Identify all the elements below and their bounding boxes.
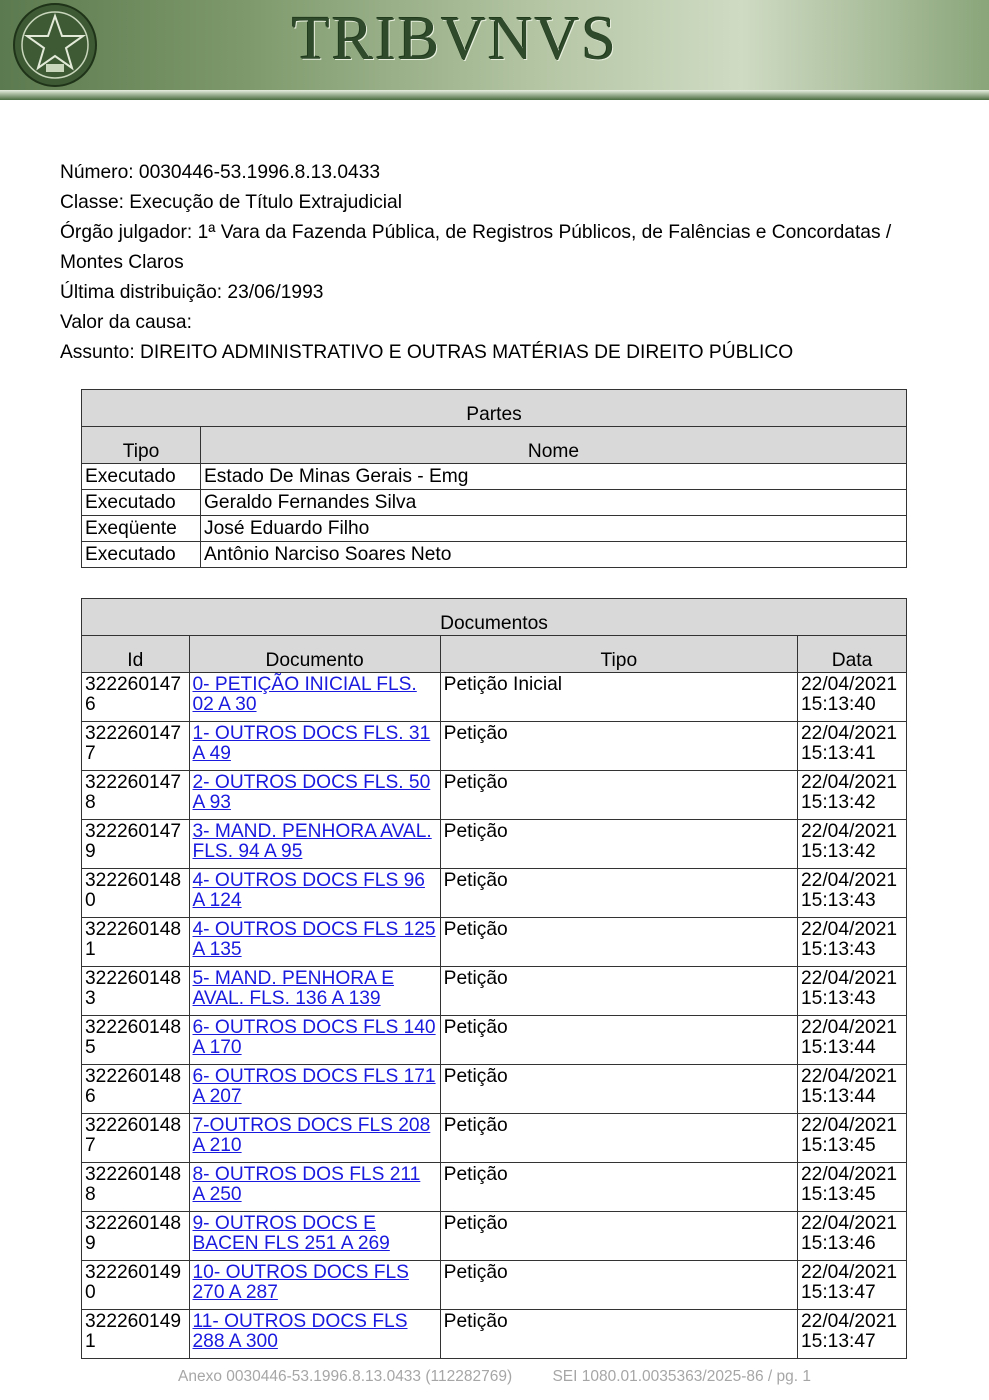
case-subject: Assunto: DIREITO ADMINISTRATIVO E OUTRAS MATÉRIAS DE DIREITO PÚBLICO <box>60 342 794 363</box>
document-id: 3222601480 <box>82 869 190 918</box>
parties-row <box>82 490 907 516</box>
document-link[interactable]: 7-OUTROS DOCS FLS 208 A 210 <box>192 1115 431 1156</box>
document-cell <box>189 1163 440 1212</box>
document-cell <box>189 771 440 820</box>
document-date: 22/04/2021 15:13:43 <box>798 967 907 1016</box>
document-date: 22/04/2021 15:13:44 <box>798 1016 907 1065</box>
document-link[interactable]: 3- MAND. PENHORA AVAL. FLS. 94 A 95 <box>192 821 432 862</box>
party-type: Executado <box>82 542 201 568</box>
document-type: Petição <box>440 1065 797 1114</box>
party-type: Exeqüente <box>82 516 201 542</box>
document-row <box>82 869 907 918</box>
document-row <box>82 820 907 869</box>
documents-col-documento: Documento <box>189 636 440 673</box>
document-cell <box>189 673 440 722</box>
last-distribution: Última distribuição: 23/06/1993 <box>60 282 324 303</box>
document-type: Petição <box>440 1212 797 1261</box>
party-type: Executado <box>82 464 201 490</box>
document-id: 3222601488 <box>82 1163 190 1212</box>
document-date: 22/04/2021 15:13:40 <box>798 673 907 722</box>
document-row <box>82 1261 907 1310</box>
documents-col-id: Id <box>82 636 190 673</box>
judging-body: Órgão julgador: 1ª Vara da Fazenda Pública, de Registros Públicos, de Falências e Concordatas / Montes Claros <box>60 222 892 273</box>
document-row <box>82 1163 907 1212</box>
document-link[interactable]: 5- MAND. PENHORA E AVAL. FLS. 136 A 139 <box>192 968 395 1009</box>
party-name: Geraldo Fernandes Silva <box>201 490 907 516</box>
coat-of-arms-seal-icon <box>12 2 98 88</box>
document-cell <box>189 1065 440 1114</box>
case-value: Valor da causa: <box>60 312 192 333</box>
document-id: 3222601479 <box>82 820 190 869</box>
document-type: Petição <box>440 722 797 771</box>
document-id: 3222601476 <box>82 673 190 722</box>
document-cell <box>189 1114 440 1163</box>
document-row <box>82 967 907 1016</box>
parties-col-tipo: Tipo <box>82 427 201 464</box>
document-id: 3222601486 <box>82 1065 190 1114</box>
document-type: Petição <box>440 918 797 967</box>
document-link[interactable]: 9- OUTROS DOCS E BACEN FLS 251 A 269 <box>192 1213 390 1254</box>
documents-col-data: Data <box>798 636 907 673</box>
documents-title: Documentos <box>82 599 907 636</box>
document-type: Petição <box>440 820 797 869</box>
document-id: 3222601489 <box>82 1212 190 1261</box>
document-row <box>82 1212 907 1261</box>
party-name: Estado De Minas Gerais - Emg <box>201 464 907 490</box>
document-type: Petição <box>440 967 797 1016</box>
document-id: 3222601481 <box>82 918 190 967</box>
document-link[interactable]: 4- OUTROS DOCS FLS 96 A 124 <box>192 870 425 911</box>
document-cell <box>189 1310 440 1359</box>
document-cell <box>189 1261 440 1310</box>
document-row <box>82 918 907 967</box>
document-row <box>82 1065 907 1114</box>
document-date: 22/04/2021 15:13:47 <box>798 1261 907 1310</box>
process-metadata <box>60 158 930 368</box>
document-type: Petição <box>440 1163 797 1212</box>
document-type: Petição <box>440 1114 797 1163</box>
footer-anexo: Anexo 0030446-53.1996.8.13.0433 (112282769) <box>178 1368 513 1385</box>
document-date: 22/04/2021 15:13:42 <box>798 771 907 820</box>
process-number: Número: 0030446-53.1996.8.13.0433 <box>60 162 381 183</box>
document-type: Petição <box>440 1261 797 1310</box>
document-link[interactable]: 11- OUTROS DOCS FLS 288 A 300 <box>192 1311 408 1352</box>
page-footer <box>0 1368 989 1386</box>
footer-sei: SEI 1080.01.0035363/2025-86 / pg. 1 <box>552 1368 811 1385</box>
document-row <box>82 722 907 771</box>
party-name: Antônio Narciso Soares Neto <box>201 542 907 568</box>
document-link[interactable]: 0- PETIÇÃO INICIAL FLS. 02 A 30 <box>192 674 417 715</box>
parties-title: Partes <box>82 390 907 427</box>
document-id: 3222601478 <box>82 771 190 820</box>
document-date: 22/04/2021 15:13:45 <box>798 1114 907 1163</box>
document-type: Petição <box>440 771 797 820</box>
document-link[interactable]: 4- OUTROS DOCS FLS 125 A 135 <box>192 919 436 960</box>
document-date: 22/04/2021 15:13:43 <box>798 918 907 967</box>
document-cell <box>189 722 440 771</box>
document-type: Petição Inicial <box>440 673 797 722</box>
document-type: Petição <box>440 1016 797 1065</box>
parties-row <box>82 464 907 490</box>
document-cell <box>189 918 440 967</box>
document-type: Petição <box>440 1310 797 1359</box>
document-cell <box>189 1016 440 1065</box>
document-link[interactable]: 1- OUTROS DOCS FLS. 31 A 49 <box>192 723 431 764</box>
document-date: 22/04/2021 15:13:47 <box>798 1310 907 1359</box>
document-date: 22/04/2021 15:13:46 <box>798 1212 907 1261</box>
document-date: 22/04/2021 15:13:42 <box>798 820 907 869</box>
document-id: 3222601490 <box>82 1261 190 1310</box>
document-id: 3222601483 <box>82 967 190 1016</box>
document-link[interactable]: 2- OUTROS DOCS FLS. 50 A 93 <box>192 772 431 813</box>
document-id: 3222601477 <box>82 722 190 771</box>
document-row <box>82 1016 907 1065</box>
parties-table <box>81 389 907 568</box>
document-row <box>82 1310 907 1359</box>
document-id: 3222601487 <box>82 1114 190 1163</box>
document-row <box>82 771 907 820</box>
documents-table <box>81 598 907 1359</box>
document-date: 22/04/2021 15:13:43 <box>798 869 907 918</box>
document-cell <box>189 967 440 1016</box>
party-name: José Eduardo Filho <box>201 516 907 542</box>
document-id: 3222601485 <box>82 1016 190 1065</box>
header-banner <box>0 0 989 100</box>
document-type: Petição <box>440 869 797 918</box>
party-type: Executado <box>82 490 201 516</box>
brand-title: TRIBVNVS <box>292 5 619 73</box>
documents-col-tipo: Tipo <box>440 636 797 673</box>
document-row <box>82 1114 907 1163</box>
document-row <box>82 673 907 722</box>
document-link[interactable]: 6- OUTROS DOCS FLS 171 A 207 <box>192 1066 436 1107</box>
document-date: 22/04/2021 15:13:44 <box>798 1065 907 1114</box>
document-link[interactable]: 8- OUTROS DOS FLS 211 A 250 <box>192 1164 421 1205</box>
document-cell <box>189 1212 440 1261</box>
parties-col-nome: Nome <box>201 427 907 464</box>
document-id: 3222601491 <box>82 1310 190 1359</box>
parties-row <box>82 542 907 568</box>
document-link[interactable]: 10- OUTROS DOCS FLS 270 A 287 <box>192 1262 409 1303</box>
document-link[interactable]: 6- OUTROS DOCS FLS 140 A 170 <box>192 1017 436 1058</box>
process-class: Classe: Execução de Título Extrajudicial <box>60 192 402 213</box>
document-cell <box>189 869 440 918</box>
document-date: 22/04/2021 15:13:45 <box>798 1163 907 1212</box>
document-date: 22/04/2021 15:13:41 <box>798 722 907 771</box>
parties-row <box>82 516 907 542</box>
document-cell <box>189 820 440 869</box>
